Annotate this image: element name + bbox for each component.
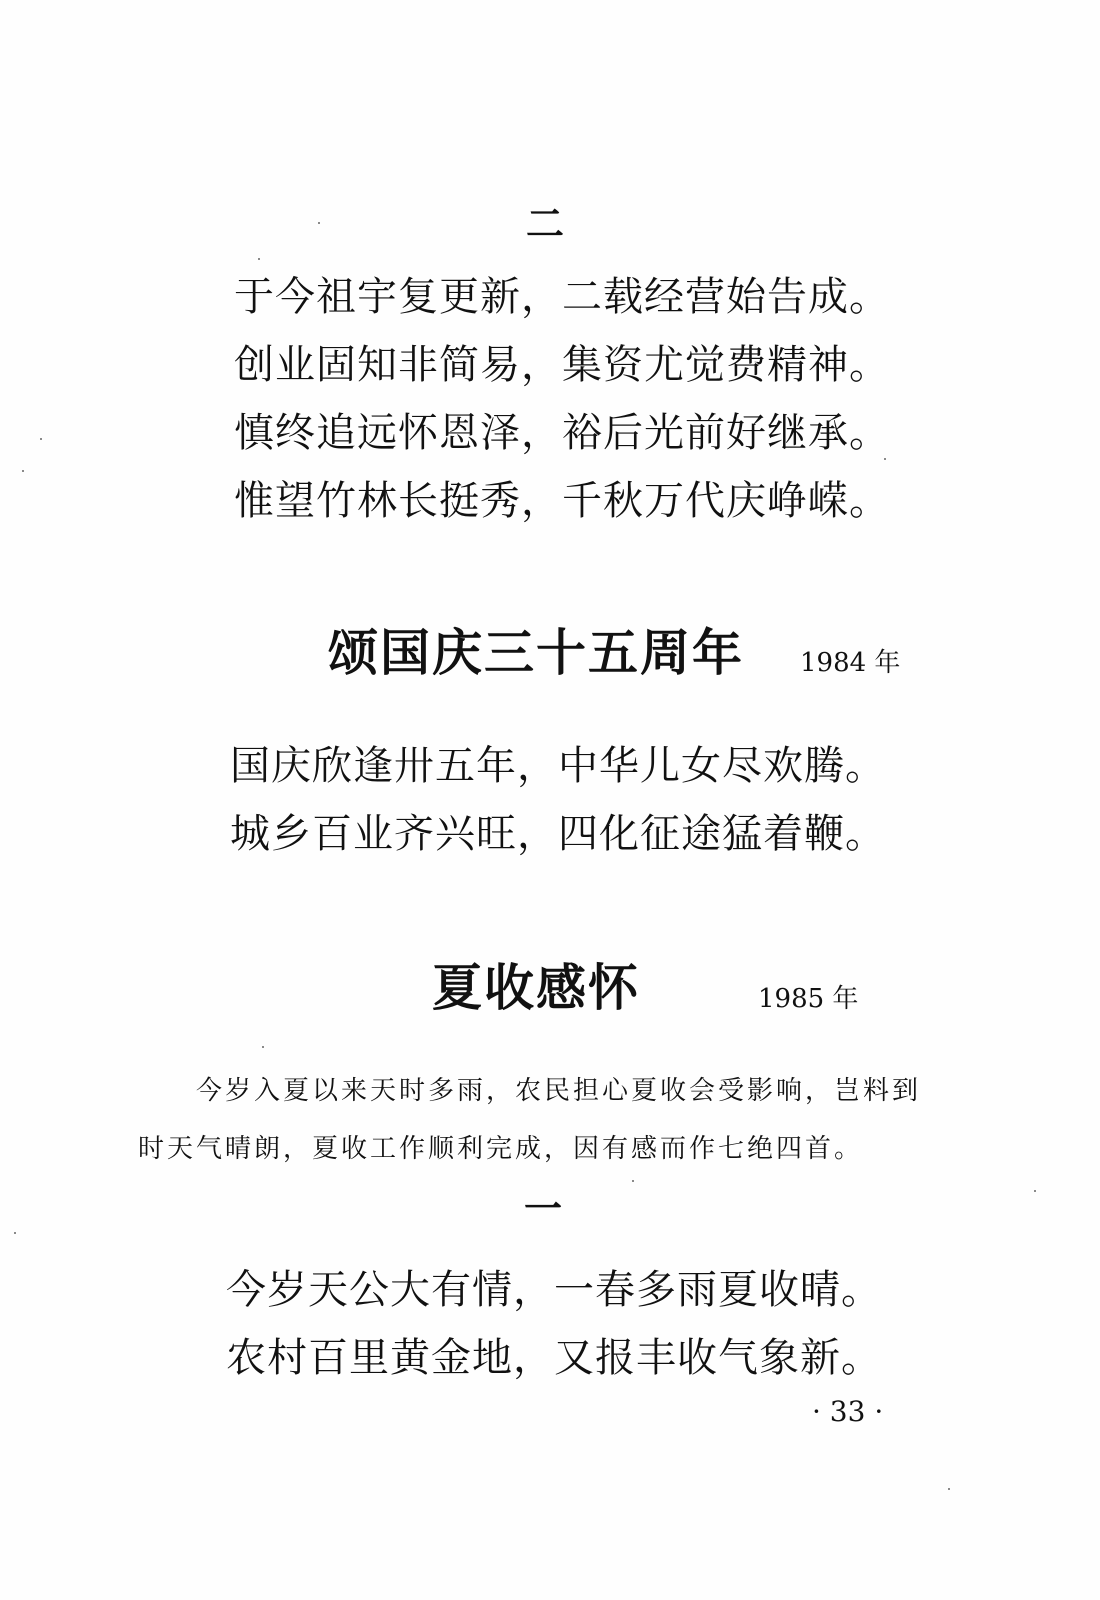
verse-line: 慎终追远怀恩泽，裕后光前好继承。 <box>234 410 890 456</box>
poem-preface-line: 时天气晴朗，夏收工作顺利完成，因有感而作七绝四首。 <box>138 1134 864 1164</box>
scan-speck <box>258 258 260 260</box>
poem-year-xiashou: 1985 年 <box>758 984 859 1014</box>
poem-title-xiashou: 夏收感怀 <box>432 958 640 1017</box>
verse-line: 国庆欣逢卅五年，中华儿女尽欢腾。 <box>230 743 886 789</box>
poem-title-guoqing: 颂国庆三十五周年 <box>328 623 744 682</box>
scan-speck <box>884 458 886 460</box>
section-number-two: 二 <box>526 201 565 246</box>
poem-preface-line: 今岁入夏以来天时多雨，农民担心夏收会受影响，岂料到 <box>196 1076 922 1106</box>
verse-line: 城乡百业齐兴旺，四化征途猛着鞭。 <box>230 811 886 857</box>
verse-line: 农村百里黄金地，又报丰收气象新。 <box>226 1335 882 1381</box>
section-number-one: 一 <box>524 1186 563 1231</box>
scan-speck <box>632 1180 634 1182</box>
scan-speck <box>40 438 42 440</box>
poem-year-guoqing: 1984 年 <box>800 648 901 678</box>
scan-speck <box>262 1046 264 1048</box>
verse-line: 创业固知非简易，集资尤觉费精神。 <box>234 342 890 388</box>
scan-speck <box>14 1232 16 1234</box>
scan-speck <box>318 222 320 224</box>
scan-speck <box>948 1488 950 1490</box>
scan-speck <box>22 470 24 472</box>
scan-speck <box>1034 1190 1036 1192</box>
verse-line: 惟望竹林长挺秀，千秋万代庆峥嵘。 <box>234 478 890 524</box>
verse-line: 于今祖宇复更新，二载经营始告成。 <box>234 274 890 320</box>
verse-line: 今岁天公大有情，一春多雨夏收晴。 <box>226 1267 882 1313</box>
page-number: · 33 · <box>812 1395 884 1428</box>
